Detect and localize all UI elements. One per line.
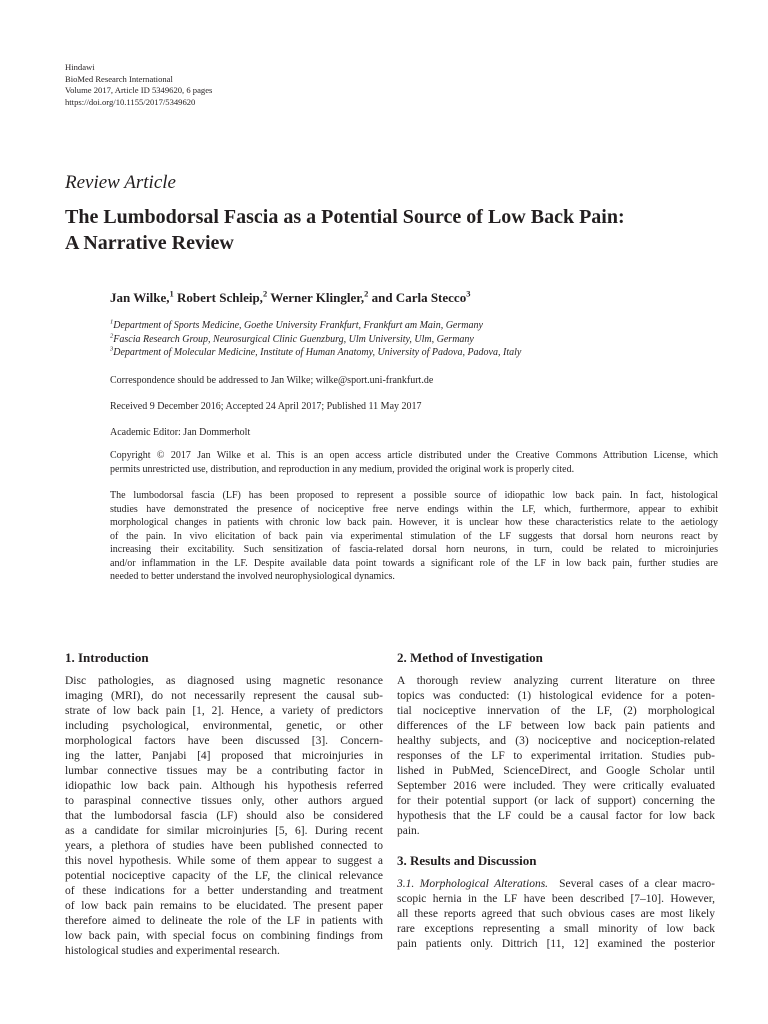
section-heading-introduction: 1. Introduction [65,650,149,665]
text-line: pain patients only. Dittrich [11, 12] examined the posterior [397,938,715,950]
affiliations [110,319,718,360]
affiliation-item: $^2$Fascia Research Group, Neurosurgical Clinic Guenzburg, Ulm University, Ulm, Germany [110,332,474,345]
text-line: idiopathic low back pain. Although his hypothesis referred [65,780,383,792]
text-line: potential nociceptive capacity of the LF, the clinical relevance [65,870,383,882]
text-line: this novel hypothesis. While some of them appear to suggest a [65,855,383,867]
text-line: therefore aimed to delineate the role of the LF in patients with [65,915,383,927]
text-line: pain. [397,825,420,837]
author-list [110,290,470,306]
academic-editor: Academic Editor: Jan Dommerholt [110,427,251,438]
author-name: Jan Wilke, [110,290,170,305]
author-sup: 2 [262,288,268,299]
text-line: September 2016 were included. They were critically evaluated [397,780,715,792]
article-type: Review Article [65,172,176,193]
text-line: strate of low back pain [1, 2]. Hence, a variety of predictors [65,705,383,717]
text-line: tial nociceptive innervation of the LF, (2) morphological [397,705,715,717]
text-line: that the lumbodorsal fascia (LF) should also be considered [65,810,383,822]
results-first-line: 3.1. Morphological Alterations. Several cases of a clear macro- [397,878,715,890]
method-body [397,674,715,839]
section-heading-results: 3. Results and Discussion [397,853,537,868]
text-line: of these indications for a better understanding and treatment [65,885,383,897]
volume-info: Volume 2017, Article ID 5349620, 6 pages [65,85,213,95]
text-line: Disc pathologies, as diagnosed using magnetic resonance [65,675,383,687]
article-title [65,204,725,256]
text-line: responses of the LF to experimental irritation. Studies pub- [397,750,715,762]
text-line: hypothesis that the LF could be a causal factor for low back [397,810,715,822]
text-line: all these reports agreed that such obvious cases are most likely [397,908,715,920]
journal-header [65,62,212,108]
author-name: Werner Klingler, [270,290,365,305]
results-body [397,877,715,952]
affiliation-item: $^3$Department of Molecular Medicine, Institute of Human Anatomy, University of Padova, Padova, Italy [110,345,522,358]
title-line-2: A Narrative Review [65,232,234,254]
text-line: topics was conducted: (1) histological evidence for a poten- [397,690,715,702]
text-line: as a candidate for similar microinjuries [5, 6]. During recent [65,825,383,837]
abstract: The lumbodorsal fascia (LF) has been proposed to represent a possible source of idiopathic low back pain. In fact, histological studies have demonstrated the presence of nociceptive free nerve endings within the LF, which, furthermore, appear to exhibit morphological changes in patients with chronic low back pain. However, it is unclear how these characteristics relate to the aetiology of the pain. In vivo elicitation of back pain via experimental stimulation of the LF suggests that dorsal horn neurons react by increasing their excitability. Such sensitization of fascia-related dorsal horn neurons, in turn, could be related to microinjuries and/or inflammation in the LF. Despite available data point towards a significant role of the LF in low back pain, further studies are needed to better understand the involved neurophysiological dynamics. [110,490,718,582]
introduction-body [65,674,383,959]
text-line: lished in PubMed, ScienceDirect, and Google Scholar until [397,765,715,777]
text-line: low back pain, with special focus on combining findings from [65,930,383,942]
publisher-name: Hindawi [65,62,95,72]
text-line: histological studies and experimental research. [65,945,280,957]
text-line: ing the latter, Panjabi [4] proposed that microinjuries in [65,750,383,762]
text-line: A thorough review analyzing current literature on three [397,675,715,687]
text-line: of low back pain remains to be elucidated. The present paper [65,900,383,912]
text-line: years, a plethora of studies have been published connected to [65,840,383,852]
text-line: scopic hernia in the LF have been described [7–10]. However, [397,893,715,905]
section-heading-method: 2. Method of Investigation [397,650,543,665]
author-name: Robert Schleip, [176,290,263,305]
journal-name: BioMed Research International [65,73,173,84]
text-line: differences of the LF between low back pain patients and [397,720,715,732]
correspondence: Correspondence should be addressed to Jan Wilke; wilke@sport.uni-frankfurt.de [110,375,434,386]
text-line: healthy subjects, and (3) nociceptive and nociception-related [397,735,715,747]
publication-dates: Received 9 December 2016; Accepted 24 April 2017; Published 11 May 2017 [110,401,422,412]
text-line: to paraspinal connective tissues only, other authors argued [65,795,383,807]
author-sup: 3 [466,288,471,299]
text-line: lumbar connective tissues may be a contributing factor in [65,765,383,777]
subsection-heading: 3.1. Morphological Alterations. [397,878,549,890]
title-line-1: The Lumbodorsal Fascia as a Potential Source of Low Back Pain: [65,206,625,228]
author-sup: 1 [169,288,174,299]
text-line: including psychological, environmental, genetic, or other [65,720,383,732]
author-name: and Carla Stecco [371,290,467,305]
doi-link[interactable]: https://doi.org/10.1155/2017/5349620 [65,96,196,107]
text-line: morphological factors have been discussed [3]. Concern- [65,735,383,747]
text-line: imaging (MRI), do not necessarily represent the causal sub- [65,690,383,702]
text-line: for their potential support (or lack of support) concerning the [397,795,715,807]
affiliation-item: $^1$Department of Sports Medicine, Goethe University Frankfurt, Frankfurt am Main, Germany [110,318,483,331]
copyright-notice: Copyright © 2017 Jan Wilke et al. This is an open access article distributed under the Creative Commons Attribution License, which permits unrestricted use, distribution, and reproduction in any medium, provided the original work is properly cited. [110,450,718,475]
text-line: rare exceptions representing a small minority of low back [397,923,715,935]
author-sup: 2 [364,288,369,299]
